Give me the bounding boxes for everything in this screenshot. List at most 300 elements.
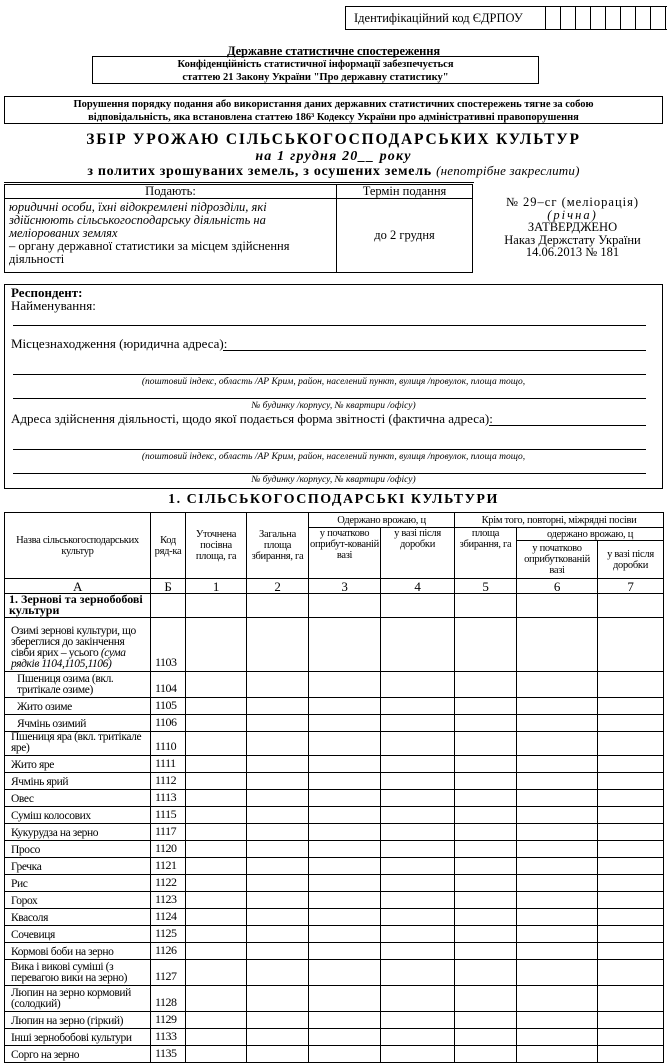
- row-code: 1127: [151, 960, 186, 986]
- value-cell-col-6[interactable]: [517, 715, 598, 732]
- value-cell-col-1[interactable]: [186, 698, 247, 715]
- value-cell-col-3[interactable]: [309, 1029, 381, 1046]
- col-header-yield-initial: у початково оприбут-кованій вазі: [309, 528, 381, 579]
- crop-name-text: Овес: [11, 793, 34, 805]
- value-cell-col-6[interactable]: [517, 926, 598, 943]
- deadline-cell: до 2 грудня: [337, 199, 473, 273]
- submitters-italic: юридичні особи, їхні відокремлені підрозділи, які здійснюють сільськогосподарську діяльність на меліорованих землях: [9, 200, 267, 240]
- value-cell-col-7[interactable]: [598, 1029, 664, 1046]
- document-date-line: на 1 грудня 20__ року: [255, 149, 412, 164]
- value-cell-col-4[interactable]: [381, 1046, 455, 1063]
- value-cell-col-2[interactable]: [247, 858, 309, 875]
- value-cell-col-3[interactable]: [309, 943, 381, 960]
- crop-name-text: Сочевиця: [11, 929, 55, 941]
- section-row: [5, 594, 664, 618]
- edrpou-digit-cell[interactable]: [621, 7, 636, 29]
- value-cell-col-2[interactable]: [247, 1012, 309, 1029]
- value-cell-col-7[interactable]: [598, 1012, 664, 1029]
- value-cell-col-3[interactable]: [309, 1012, 381, 1029]
- value-cell-col-6[interactable]: [517, 698, 598, 715]
- value-cell-col-6[interactable]: [517, 594, 598, 618]
- table-row: [5, 732, 664, 756]
- value-cell-col-4[interactable]: [381, 875, 455, 892]
- value-cell-col-6[interactable]: [517, 824, 598, 841]
- value-cell-col-2[interactable]: [247, 1029, 309, 1046]
- value-cell-col-6[interactable]: [517, 1029, 598, 1046]
- table-row: [5, 892, 664, 909]
- crop-name: [5, 732, 151, 756]
- value-cell-col-2[interactable]: [247, 943, 309, 960]
- value-cell-col-5[interactable]: [455, 672, 517, 698]
- table-row: [5, 926, 664, 943]
- col-index: Б: [151, 579, 186, 594]
- value-cell-col-3[interactable]: [309, 715, 381, 732]
- table-row: [5, 909, 664, 926]
- row-code: 1135: [151, 1046, 186, 1063]
- table-row: [5, 875, 664, 892]
- table-row: [5, 1029, 664, 1046]
- value-cell-col-6[interactable]: [517, 892, 598, 909]
- edrpou-digit-cell[interactable]: [651, 7, 666, 29]
- value-cell-col-6[interactable]: [517, 986, 598, 1012]
- value-cell-col-6[interactable]: [517, 773, 598, 790]
- table-row: [5, 807, 664, 824]
- value-cell-col-5[interactable]: [455, 732, 517, 756]
- crop-name: [5, 875, 151, 892]
- value-cell-col-3[interactable]: [309, 986, 381, 1012]
- crop-name-text: Пшениця озима (вкл. тритікале озиме): [17, 673, 114, 696]
- value-cell-col-4[interactable]: [381, 807, 455, 824]
- value-cell-col-6[interactable]: [517, 1046, 598, 1063]
- value-cell-col-3[interactable]: [309, 672, 381, 698]
- table-row: [5, 986, 664, 1012]
- value-cell-col-5[interactable]: [455, 824, 517, 841]
- edrpou-digit-cell[interactable]: [591, 7, 606, 29]
- value-cell-col-3[interactable]: [309, 807, 381, 824]
- crop-name: [5, 773, 151, 790]
- edrpou-digit-cell[interactable]: [606, 7, 621, 29]
- value-cell-col-4[interactable]: [381, 841, 455, 858]
- value-cell-col-5[interactable]: [455, 875, 517, 892]
- crop-name-text: Просо: [11, 844, 40, 856]
- value-cell-col-1[interactable]: [186, 875, 247, 892]
- value-cell-col-4[interactable]: [381, 926, 455, 943]
- table-row: [5, 715, 664, 732]
- value-cell-col-6[interactable]: [517, 618, 598, 672]
- value-cell-col-6[interactable]: [517, 672, 598, 698]
- value-cell-col-7[interactable]: [598, 732, 664, 756]
- value-cell-col-5[interactable]: [455, 858, 517, 875]
- value-cell-col-5[interactable]: [455, 960, 517, 986]
- value-cell-col-5[interactable]: [455, 790, 517, 807]
- form-order-date: 14.06.2013 № 181: [525, 245, 620, 259]
- submitters-header: Подають:: [5, 185, 337, 199]
- value-cell-col-5[interactable]: [455, 1046, 517, 1063]
- value-cell-col-4[interactable]: [381, 672, 455, 698]
- crop-name-text: Інші зернобобові культури: [11, 1032, 132, 1044]
- deadline-header: Термін подання: [337, 185, 473, 199]
- crop-name: [5, 841, 151, 858]
- value-cell-col-5[interactable]: [455, 698, 517, 715]
- value-cell-col-1[interactable]: [186, 841, 247, 858]
- value-cell-col-4[interactable]: [381, 790, 455, 807]
- value-cell-col-5[interactable]: [455, 594, 517, 618]
- legal-address-note-1: (поштовий індекс, область /АР Крим, район, населений пункт, вулиця /провулок, площа тощо,: [141, 377, 526, 387]
- col-header-harvest-area: Загальна площа збирання, га: [247, 513, 309, 579]
- value-cell-col-6[interactable]: [517, 807, 598, 824]
- value-cell-col-2[interactable]: [247, 986, 309, 1012]
- value-cell-col-2[interactable]: [247, 715, 309, 732]
- divider: [4, 182, 474, 183]
- table-row: [5, 698, 664, 715]
- row-code: 1113: [151, 790, 186, 807]
- crop-name: [5, 698, 151, 715]
- crop-name: [5, 824, 151, 841]
- value-cell-col-7[interactable]: [598, 594, 664, 618]
- document-title: ЗБІР УРОЖАЮ СІЛЬСЬКОГОСПОДАРСЬКИХ КУЛЬТУР: [86, 131, 581, 148]
- value-cell-col-4[interactable]: [381, 698, 455, 715]
- crop-name-text: Суміш колосових: [11, 810, 91, 822]
- col-index: А: [5, 579, 151, 594]
- value-cell-col-5[interactable]: [455, 773, 517, 790]
- value-cell-col-2[interactable]: [247, 892, 309, 909]
- value-cell-col-1[interactable]: [186, 715, 247, 732]
- subtitle-lands: з политих зрошуваних земель, з осушених земель: [87, 164, 432, 179]
- value-cell-col-1[interactable]: [186, 943, 247, 960]
- value-cell-col-4[interactable]: [381, 960, 455, 986]
- value-cell-col-6[interactable]: [517, 943, 598, 960]
- crop-name: [5, 943, 151, 960]
- value-cell-col-5[interactable]: [455, 909, 517, 926]
- crop-name-text: 1. Зернові та зернобобові культури: [9, 592, 143, 617]
- value-cell-col-4[interactable]: [381, 909, 455, 926]
- value-cell-col-4[interactable]: [381, 618, 455, 672]
- value-cell-col-7[interactable]: [598, 790, 664, 807]
- violation-notice: [4, 96, 663, 124]
- value-cell-col-2[interactable]: [247, 773, 309, 790]
- value-cell-col-1[interactable]: [186, 909, 247, 926]
- value-cell-col-3[interactable]: [309, 1046, 381, 1063]
- value-cell-col-5[interactable]: [455, 1029, 517, 1046]
- value-cell-col-7[interactable]: [598, 841, 664, 858]
- value-cell-col-5[interactable]: [455, 892, 517, 909]
- name-label: Найменування:: [11, 298, 96, 313]
- value-cell-col-7[interactable]: [598, 698, 664, 715]
- value-cell-col-1[interactable]: [186, 618, 247, 672]
- value-cell-col-2[interactable]: [247, 824, 309, 841]
- value-cell-col-3[interactable]: [309, 926, 381, 943]
- value-cell-col-7[interactable]: [598, 892, 664, 909]
- crop-name: [5, 594, 151, 618]
- crop-name-note: (сума рядків 1104,1105,1106): [11, 647, 126, 670]
- value-cell-col-6[interactable]: [517, 960, 598, 986]
- value-cell-col-4[interactable]: [381, 773, 455, 790]
- value-cell-col-6[interactable]: [517, 1012, 598, 1029]
- crop-name: [5, 1012, 151, 1029]
- row-code: 1128: [151, 986, 186, 1012]
- form-approved: ЗАТВЕРДЖЕНО: [527, 220, 618, 234]
- crop-name-text: Квасоля: [11, 912, 48, 924]
- value-cell-col-5[interactable]: [455, 715, 517, 732]
- value-cell-col-4[interactable]: [381, 756, 455, 773]
- value-cell-col-2[interactable]: [247, 909, 309, 926]
- value-cell-col-7[interactable]: [598, 672, 664, 698]
- table-row: [5, 858, 664, 875]
- table-row: [5, 790, 664, 807]
- value-cell-col-2[interactable]: [247, 875, 309, 892]
- value-cell-col-1[interactable]: [186, 1046, 247, 1063]
- legal-address-input-line-3[interactable]: [13, 398, 646, 399]
- row-code: 1121: [151, 858, 186, 875]
- respondent-heading: Респондент:: [11, 285, 83, 300]
- table-row: [5, 756, 664, 773]
- value-cell-col-3[interactable]: [309, 756, 381, 773]
- actual-address-input-line-3[interactable]: [13, 473, 646, 474]
- value-cell-col-6[interactable]: [517, 858, 598, 875]
- submitters-cell: [5, 199, 337, 273]
- crop-name: [5, 715, 151, 732]
- actual-address-input-line-2[interactable]: [13, 449, 646, 450]
- col-header-yield-after: у вазі після доробки: [381, 528, 455, 579]
- crop-name-text: Жито яре: [11, 759, 54, 771]
- value-cell-col-2[interactable]: [247, 926, 309, 943]
- edrpou-digit-cell[interactable]: [546, 7, 561, 29]
- submission-table: [4, 184, 473, 273]
- value-cell-col-3[interactable]: [309, 909, 381, 926]
- value-cell-col-3[interactable]: [309, 618, 381, 672]
- legal-address-input-line-2[interactable]: [13, 374, 646, 375]
- value-cell-col-4[interactable]: [381, 892, 455, 909]
- col-header-repeat-yield-after: у вазі після доробки: [598, 541, 664, 579]
- table-row: [5, 841, 664, 858]
- row-code: 1104: [151, 672, 186, 698]
- col-index: 4: [381, 579, 455, 594]
- crop-name-text: Вика і викові суміші (з перевагою вики на зерно): [11, 961, 128, 984]
- document-subtitle: [0, 163, 667, 180]
- value-cell-col-4[interactable]: [381, 594, 455, 618]
- value-cell-col-7[interactable]: [598, 986, 664, 1012]
- respondent-box: [4, 284, 663, 489]
- table-row: [5, 943, 664, 960]
- subtitle-note: (непотрібне закреслити): [436, 163, 580, 178]
- value-cell-col-5[interactable]: [455, 1012, 517, 1029]
- value-cell-col-6[interactable]: [517, 790, 598, 807]
- edrpou-digit-cell[interactable]: [636, 7, 651, 29]
- value-cell-col-6[interactable]: [517, 909, 598, 926]
- value-cell-col-1[interactable]: [186, 756, 247, 773]
- edrpou-digit-cell[interactable]: [576, 7, 591, 29]
- crop-name-text: Кукурудза на зерно: [11, 827, 99, 839]
- row-code: 1123: [151, 892, 186, 909]
- value-cell-col-4[interactable]: [381, 824, 455, 841]
- value-cell-col-2[interactable]: [247, 841, 309, 858]
- col-header-name: Назва сільськогосподарських культур: [5, 513, 151, 579]
- value-cell-col-5[interactable]: [455, 943, 517, 960]
- value-cell-col-1[interactable]: [186, 594, 247, 618]
- name-input-line[interactable]: [13, 325, 646, 326]
- value-cell-col-6[interactable]: [517, 875, 598, 892]
- value-cell-col-3[interactable]: [309, 732, 381, 756]
- value-cell-col-1[interactable]: [186, 986, 247, 1012]
- value-cell-col-2[interactable]: [247, 960, 309, 986]
- row-code: 1133: [151, 1029, 186, 1046]
- value-cell-col-5[interactable]: [455, 841, 517, 858]
- value-cell-col-4[interactable]: [381, 858, 455, 875]
- value-cell-col-4[interactable]: [381, 986, 455, 1012]
- value-cell-col-3[interactable]: [309, 790, 381, 807]
- value-cell-col-2[interactable]: [247, 618, 309, 672]
- crop-name-text: Пшениця яра (вкл. тритікале яре): [11, 731, 142, 754]
- value-cell-col-3[interactable]: [309, 841, 381, 858]
- crop-name-text: Гречка: [11, 861, 42, 873]
- value-cell-col-3[interactable]: [309, 858, 381, 875]
- value-cell-col-3[interactable]: [309, 875, 381, 892]
- value-cell-col-2[interactable]: [247, 1046, 309, 1063]
- form-info: [478, 196, 667, 259]
- value-cell-col-5[interactable]: [455, 926, 517, 943]
- row-code: 1126: [151, 943, 186, 960]
- submitters-regular: – органу державної статистики за місцем здійснення діяльності: [9, 239, 290, 266]
- value-cell-col-7[interactable]: [598, 773, 664, 790]
- value-cell-col-1[interactable]: [186, 824, 247, 841]
- row-code: 1122: [151, 875, 186, 892]
- crop-name: [5, 909, 151, 926]
- col-index: 6: [517, 579, 598, 594]
- value-cell-col-7[interactable]: [598, 807, 664, 824]
- edrpou-label: Ідентифікаційний код ЄДРПОУ: [346, 7, 546, 29]
- value-cell-col-4[interactable]: [381, 732, 455, 756]
- edrpou-digit-cell[interactable]: [561, 7, 576, 29]
- crop-name-text: Озимі зернові культури, що збереглися до закінчення сівби ярих – усього: [11, 625, 136, 659]
- value-cell-col-6[interactable]: [517, 732, 598, 756]
- value-cell-col-4[interactable]: [381, 1012, 455, 1029]
- value-cell-col-4[interactable]: [381, 715, 455, 732]
- value-cell-col-5[interactable]: [455, 807, 517, 824]
- confidentiality-line-1: Конфіденційність статистичної інформації забезпечується: [177, 59, 454, 70]
- edrpou-code-box: [345, 6, 667, 30]
- value-cell-col-2[interactable]: [247, 672, 309, 698]
- value-cell-col-7[interactable]: [598, 875, 664, 892]
- legal-address-input-line[interactable]: [223, 350, 646, 351]
- value-cell-col-2[interactable]: [247, 698, 309, 715]
- value-cell-col-1[interactable]: [186, 773, 247, 790]
- value-cell-col-1[interactable]: [186, 790, 247, 807]
- violation-line-2: відповідальність, яка встановлена статтею 186³ Кодексу України про адміністративні правопорушення: [88, 112, 579, 123]
- value-cell-col-6[interactable]: [517, 841, 598, 858]
- col-header-repeat-yield-group: одержано врожаю, ц: [517, 528, 664, 541]
- crop-name: [5, 672, 151, 698]
- crop-name-text: Люпин на зерно (гіркий): [11, 1015, 124, 1027]
- value-cell-col-7[interactable]: [598, 618, 664, 672]
- value-cell-col-2[interactable]: [247, 807, 309, 824]
- crop-name: [5, 790, 151, 807]
- actual-address-input-line[interactable]: [489, 425, 646, 426]
- value-cell-col-3[interactable]: [309, 594, 381, 618]
- value-cell-col-1[interactable]: [186, 858, 247, 875]
- section-title: 1. СІЛЬСЬКОГОСПОДАРСЬКІ КУЛЬТУРИ: [168, 492, 499, 507]
- value-cell-col-1[interactable]: [186, 807, 247, 824]
- row-code: 1110: [151, 732, 186, 756]
- row-code: 1105: [151, 698, 186, 715]
- row-code: 1120: [151, 841, 186, 858]
- value-cell-col-1[interactable]: [186, 1029, 247, 1046]
- value-cell-col-1[interactable]: [186, 960, 247, 986]
- value-cell-col-1[interactable]: [186, 926, 247, 943]
- col-header-repeat-area: площа збирання, га: [455, 528, 517, 579]
- row-code: 1124: [151, 909, 186, 926]
- value-cell-col-3[interactable]: [309, 698, 381, 715]
- value-cell-col-7[interactable]: [598, 858, 664, 875]
- col-index: 1: [186, 579, 247, 594]
- value-cell-col-7[interactable]: [598, 943, 664, 960]
- table-row: [5, 618, 664, 672]
- row-code: [151, 594, 186, 618]
- row-code: 1115: [151, 807, 186, 824]
- row-code: 1117: [151, 824, 186, 841]
- col-index: 7: [598, 579, 664, 594]
- value-cell-col-1[interactable]: [186, 892, 247, 909]
- value-cell-col-2[interactable]: [247, 732, 309, 756]
- value-cell-col-1[interactable]: [186, 732, 247, 756]
- value-cell-col-3[interactable]: [309, 892, 381, 909]
- actual-address-note-2: № будинку /корпусу, № квартири /офісу): [251, 475, 416, 485]
- value-cell-col-7[interactable]: [598, 1046, 664, 1063]
- value-cell-col-4[interactable]: [381, 943, 455, 960]
- value-cell-col-5[interactable]: [455, 618, 517, 672]
- value-cell-col-7[interactable]: [598, 909, 664, 926]
- crop-name: [5, 618, 151, 672]
- value-cell-col-3[interactable]: [309, 960, 381, 986]
- col-index: 2: [247, 579, 309, 594]
- table-row: [5, 960, 664, 986]
- value-cell-col-1[interactable]: [186, 672, 247, 698]
- crop-name: [5, 807, 151, 824]
- crop-name: [5, 986, 151, 1012]
- actual-address-label: Адреса здійснення діяльності, щодо якої подається форма звітності (фактична адреса):: [11, 411, 493, 426]
- form-number: № 29–сг (меліорація): [505, 195, 640, 209]
- value-cell-col-7[interactable]: [598, 756, 664, 773]
- value-cell-col-7[interactable]: [598, 824, 664, 841]
- form-period: (річна): [547, 207, 598, 222]
- crops-table: [4, 512, 664, 1063]
- row-code: 1129: [151, 1012, 186, 1029]
- value-cell-col-7[interactable]: [598, 926, 664, 943]
- value-cell-col-7[interactable]: [598, 960, 664, 986]
- legal-address-label: Місцезнаходження (юридична адреса):: [11, 336, 228, 351]
- value-cell-col-3[interactable]: [309, 824, 381, 841]
- row-code: 1112: [151, 773, 186, 790]
- table-row: [5, 672, 664, 698]
- value-cell-col-4[interactable]: [381, 1029, 455, 1046]
- crop-name-text: Рис: [11, 878, 28, 890]
- table-row: [5, 824, 664, 841]
- value-cell-col-5[interactable]: [455, 986, 517, 1012]
- value-cell-col-2[interactable]: [247, 594, 309, 618]
- value-cell-col-3[interactable]: [309, 773, 381, 790]
- value-cell-col-6[interactable]: [517, 756, 598, 773]
- table-row: [5, 1012, 664, 1029]
- crop-name-text: Кормові боби на зерно: [11, 946, 114, 958]
- value-cell-col-7[interactable]: [598, 715, 664, 732]
- crop-name-text: Люпин на зерно кормовий (солодкий): [11, 987, 131, 1010]
- value-cell-col-2[interactable]: [247, 790, 309, 807]
- value-cell-col-1[interactable]: [186, 1012, 247, 1029]
- row-code: 1103: [151, 618, 186, 672]
- value-cell-col-2[interactable]: [247, 756, 309, 773]
- col-header-yield-group: Одержано врожаю, ц: [309, 513, 455, 528]
- col-header-repeat-yield-initial: у початково оприбуткованій вазі: [517, 541, 598, 579]
- value-cell-col-5[interactable]: [455, 756, 517, 773]
